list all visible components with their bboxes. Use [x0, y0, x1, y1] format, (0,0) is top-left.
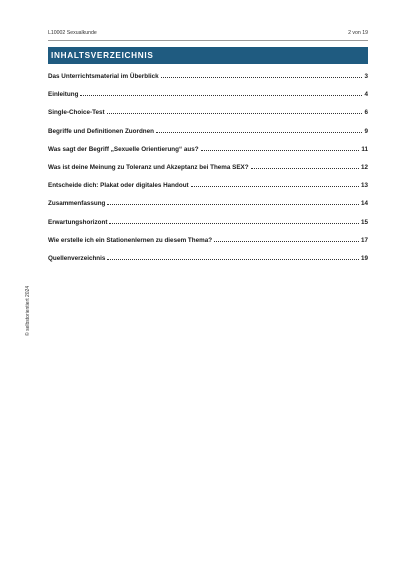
- toc-entry-title: Was ist deine Meinung zu Toleranz und Akzeptanz bei Thema SEX?: [48, 163, 249, 171]
- toc-entry[interactable]: [48, 124, 368, 142]
- toc-entry[interactable]: [48, 142, 368, 160]
- toc-entry-page: 9: [364, 127, 368, 135]
- toc-leader-dots: [107, 108, 363, 114]
- toc-heading: INHALTSVERZEICHNIS: [51, 51, 154, 60]
- toc-entry[interactable]: [48, 178, 368, 196]
- toc-entry-title: Quellenverzeichnis: [48, 254, 106, 262]
- toc-leader-dots: [201, 145, 360, 151]
- toc-entry-title: Erwartungshorizont: [48, 218, 108, 226]
- toc-entry-title: Begriffe und Definitionen Zuordnen: [48, 127, 154, 135]
- toc-entry-title: Wie erstelle ich ein Stationenlernen zu diesem Thema?: [48, 236, 213, 244]
- document-code: L10002 Sexualkunde: [48, 30, 97, 36]
- toc-entry-page: 13: [360, 182, 368, 190]
- toc-entry-title: Single-Choice-Test: [48, 109, 105, 117]
- toc-entry-title: Zusammenfassung: [48, 200, 106, 208]
- toc-entry-title: Das Unterrichtsmaterial im Überblick: [48, 73, 159, 80]
- toc-entry[interactable]: [48, 215, 368, 233]
- toc-entry[interactable]: [48, 160, 368, 178]
- toc-entry[interactable]: [48, 251, 368, 269]
- toc-entry[interactable]: [48, 233, 368, 251]
- toc-leader-dots: [107, 199, 359, 205]
- toc-entry-title: Entscheide dich: Plakat oder digitales Handout: [48, 182, 189, 190]
- toc-entry-title: Was sagt der Begriff „Sexuelle Orientierung“ aus?: [48, 145, 199, 153]
- toc-list: [48, 69, 368, 269]
- toc-heading-banner: [48, 47, 368, 64]
- toc-entry[interactable]: [48, 87, 368, 105]
- page-number: 2 von 19: [348, 30, 368, 36]
- page-header: [48, 30, 368, 41]
- toc-entry-page: 19: [360, 254, 368, 262]
- toc-entry-page: 4: [364, 91, 368, 99]
- toc-entry[interactable]: [48, 69, 368, 87]
- toc-leader-dots: [214, 236, 359, 242]
- toc-leader-dots: [161, 72, 363, 78]
- toc-entry-page: 11: [361, 145, 368, 153]
- toc-entry-page: 12: [360, 163, 368, 171]
- toc-entry-title: Einleitung: [48, 91, 79, 99]
- toc-entry-page: 3: [364, 73, 368, 80]
- toc-entry[interactable]: [48, 105, 368, 123]
- toc-entry-page: 17: [360, 236, 368, 244]
- side-copyright-note: © selbstorientiert 2024: [25, 285, 31, 336]
- toc-entry-page: 6: [364, 109, 368, 117]
- toc-leader-dots: [251, 163, 359, 169]
- toc-leader-dots: [107, 254, 359, 260]
- toc-leader-dots: [191, 181, 359, 187]
- toc-leader-dots: [80, 90, 362, 96]
- toc-entry[interactable]: [48, 196, 368, 214]
- toc-entry-page: 15: [360, 218, 368, 226]
- toc-leader-dots: [156, 127, 362, 133]
- toc-entry-page: 14: [360, 200, 368, 208]
- toc-leader-dots: [109, 218, 359, 224]
